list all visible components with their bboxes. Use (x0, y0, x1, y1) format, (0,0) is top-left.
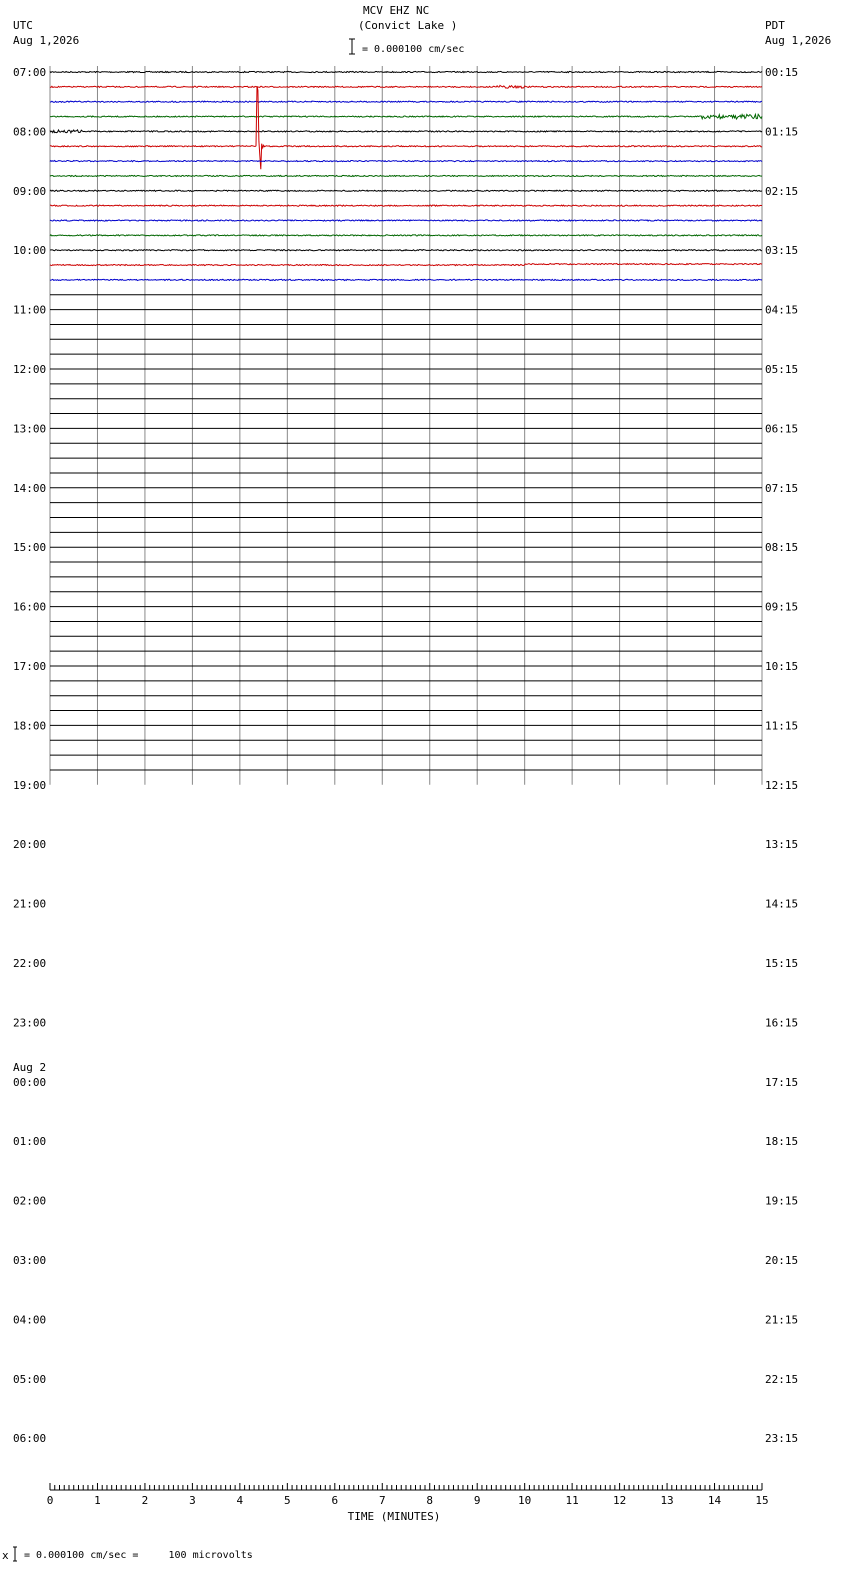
trace-row (50, 101, 762, 102)
pdt-hour-label: 06:15 (765, 422, 799, 436)
x-tick-label: 4 (236, 1494, 244, 1507)
trace-row (50, 250, 762, 251)
pdt-hour-label: 01:15 (765, 125, 799, 139)
left-date: Aug 1,2026 (13, 34, 80, 47)
utc-hour-label: 13:00 (13, 422, 47, 436)
x-tick-label: 11 (565, 1494, 579, 1507)
station-title: MCV EHZ NC (363, 4, 430, 17)
pdt-hour-label: 19:15 (765, 1194, 799, 1208)
trace-row (50, 175, 762, 176)
utc-hour-label: 01:00 (13, 1135, 47, 1149)
trace-row (50, 161, 762, 162)
x-tick-label: 3 (189, 1494, 196, 1507)
utc-hour-label: 10:00 (13, 244, 47, 258)
pdt-hour-label: 14:15 (765, 897, 799, 911)
scale-text: = 0.000100 cm/sec (362, 44, 465, 55)
pdt-hour-label: 17:15 (765, 1075, 799, 1089)
pdt-hour-label: 13:15 (765, 838, 799, 852)
trace-row (50, 190, 762, 191)
pdt-hour-label: 15:15 (765, 957, 799, 970)
trace-row (50, 85, 762, 88)
trace-row (50, 235, 762, 236)
pdt-hour-label: 09:15 (765, 600, 799, 614)
pdt-hour-label: 04:15 (765, 303, 799, 317)
utc-hour-label: 12:00 (13, 363, 47, 376)
utc-hour-label: 16:00 (13, 600, 47, 614)
x-tick-label: 0 (46, 1494, 54, 1507)
x-axis-title: TIME (MINUTES) (347, 1510, 441, 1523)
utc-hour-label: 14:00 (13, 481, 47, 495)
pdt-hour-label: 18:15 (765, 1135, 799, 1149)
right-timezone: PDT (765, 19, 785, 32)
svg-text:x: x (2, 1549, 9, 1562)
utc-hour-label: 20:00 (13, 838, 47, 852)
trace-row (50, 86, 762, 169)
trace-row (50, 71, 762, 72)
date-change-label: Aug 2 (13, 1060, 47, 1074)
pdt-hour-label: 02:15 (765, 184, 799, 198)
trace-row (50, 114, 762, 119)
x-tick-label: 10 (518, 1494, 532, 1507)
footer-scale-note: = 0.000100 cm/sec = 100 microvolts (24, 1550, 253, 1561)
pdt-hour-label: 20:15 (765, 1254, 799, 1267)
trace-row (50, 264, 762, 266)
pdt-hour-label: 21:15 (765, 1313, 799, 1327)
utc-hour-label: 09:00 (13, 184, 47, 198)
utc-hour-label: 22:00 (13, 957, 47, 970)
utc-hour-label: 04:00 (13, 1313, 47, 1327)
pdt-hour-label: 07:15 (765, 481, 799, 495)
pdt-hour-label: 08:15 (765, 541, 799, 555)
x-tick-label: 5 (284, 1494, 291, 1507)
left-timezone: UTC (13, 19, 33, 32)
utc-hour-label: 05:00 (13, 1372, 47, 1386)
pdt-hour-label: 22:15 (765, 1372, 799, 1386)
x-tick-label: 8 (426, 1494, 434, 1507)
utc-hour-label: 03:00 (13, 1254, 47, 1267)
utc-hour-label: 02:00 (13, 1194, 47, 1208)
x-tick-label: 2 (141, 1494, 149, 1507)
trace-row (50, 130, 762, 133)
utc-hour-label: 23:00 (13, 1016, 47, 1030)
pdt-hour-label: 12:15 (765, 778, 799, 792)
x-tick-label: 1 (94, 1494, 101, 1507)
utc-hour-label: 11:00 (13, 303, 47, 317)
x-tick-label: 14 (707, 1494, 722, 1507)
utc-hour-label: 07:00 (13, 66, 47, 79)
utc-hour-label: 06:00 (13, 1432, 47, 1446)
pdt-hour-label: 11:15 (765, 719, 799, 733)
pdt-hour-label: 23:15 (765, 1432, 799, 1446)
x-tick-label: 6 (331, 1494, 339, 1507)
pdt-hour-label: 10:15 (765, 660, 799, 673)
trace-row (50, 220, 762, 221)
x-tick-label: 7 (378, 1494, 386, 1507)
utc-hour-label: 21:00 (13, 897, 47, 911)
utc-hour-label: 00:00 (13, 1075, 47, 1089)
x-tick-label: 15 (755, 1494, 769, 1507)
pdt-hour-label: 03:15 (765, 244, 799, 258)
trace-row (50, 205, 762, 206)
x-tick-label: 12 (612, 1494, 627, 1507)
footer-scale-icon (2, 1545, 20, 1563)
utc-hour-label: 18:00 (13, 719, 47, 733)
pdt-hour-label: 00:15 (765, 66, 799, 79)
station-location: (Convict Lake ) (358, 19, 458, 32)
pdt-hour-label: 05:15 (765, 363, 799, 376)
pdt-hour-label: 16:15 (765, 1016, 799, 1030)
utc-hour-label: 15:00 (13, 541, 47, 555)
right-date: Aug 1,2026 (765, 34, 832, 47)
utc-hour-label: 17:00 (13, 660, 47, 673)
x-tick-label: 13 (660, 1494, 674, 1507)
utc-hour-label: 19:00 (13, 778, 47, 792)
trace-row (50, 279, 762, 280)
x-tick-label: 9 (473, 1494, 481, 1507)
utc-hour-label: 08:00 (13, 125, 47, 139)
